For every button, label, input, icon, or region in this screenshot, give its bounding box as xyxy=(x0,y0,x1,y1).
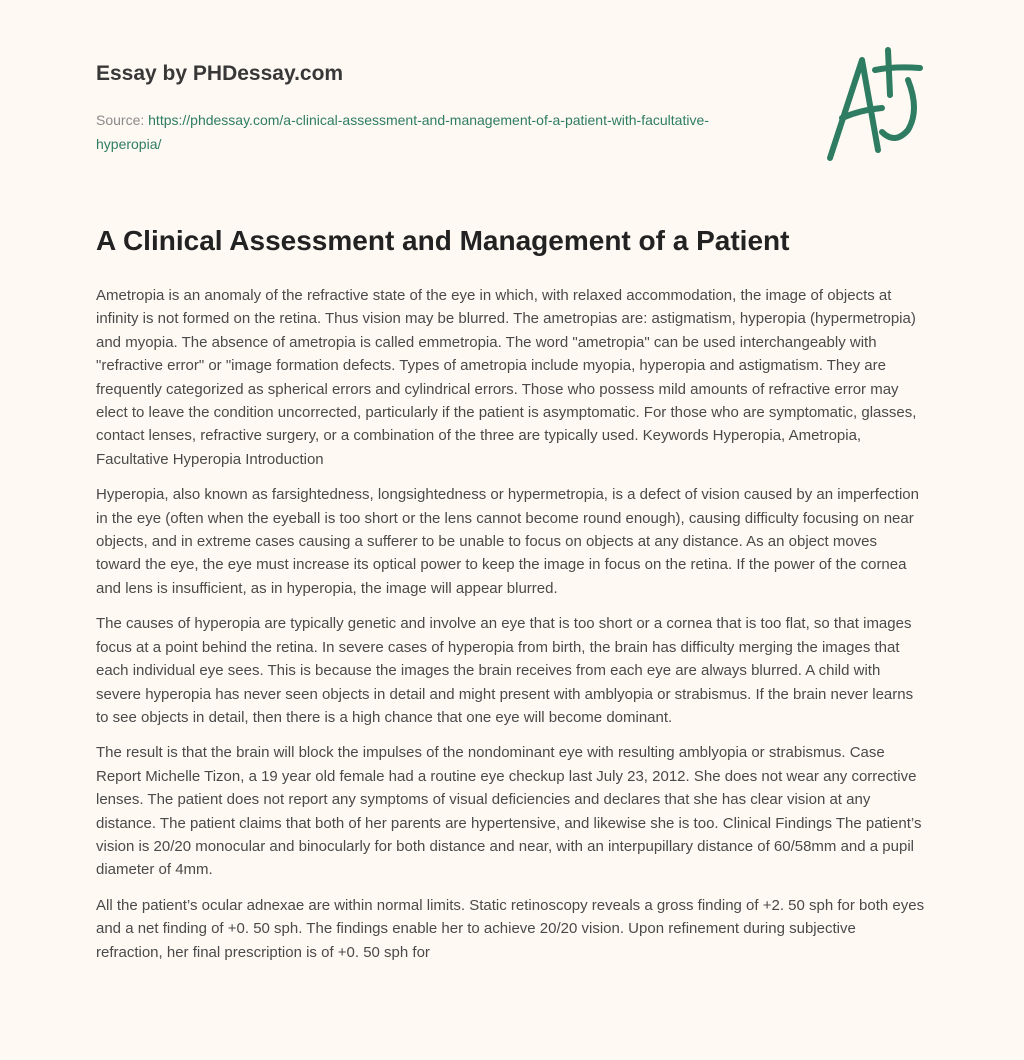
article-title: A Clinical Assessment and Management of a Patient xyxy=(96,225,790,256)
paragraph: The causes of hyperopia are typically genetic and involve an eye that is too short or a cornea that is too flat, so that images focus at a point behind the retina. In severe cases of hyperopia from birth, the brain has difficulty merging the images that each individual eye sees. This is because the images the brain receives from each eye are always blurred. A child with severe hyperopia has never seen objects in detail and might present with amblyopia or strabismus. If the brain never learns to see objects in detail, then there is a high chance that one eye will become dominant. xyxy=(96,615,914,726)
source-line xyxy=(96,108,736,156)
site-brand: Essay by PHDessay.com xyxy=(96,62,344,85)
article-body xyxy=(96,284,926,976)
source-link[interactable]: https://phdessay.com/a-clinical-assessment-and-management-of-a-patient-with-facultative-hyperopia/ xyxy=(96,112,709,152)
paragraph: All the patient’s ocular adnexae are within normal limits. Static retinoscopy reveals a gross finding of +2. 50 sph for both eyes and a net finding of +0. 50 sph. The findings enable her to achieve 20/20 vision. Upon refinement during subjective refraction, her final prescription is of +0. 50 sph for xyxy=(96,896,925,961)
source-label: Source: xyxy=(96,112,145,128)
paragraph: The result is that the brain will block the impulses of the nondominant eye with resulting amblyopia or strabismus. Case Report Michelle Tizon, a 19 year old female had a routine eye checkup last July 23, 2012. She does not wear any corrective lenses. The patient does not report any symptoms of visual deficiencies and declares that she has clear vision at any distance. The patient claims that both of her parents are hypertensive, and likewise she is too. Clinical Findings The patient’s vision is 20/20 monocular and binocularly for both distance and near, with an interpupillary distance of 60/58mm and a pupil diameter of 4mm. xyxy=(96,744,922,879)
page-header xyxy=(96,62,736,156)
paragraph: Ametropia is an anomaly of the refractive state of the eye in which, with relaxed accommodation, the image of objects at infinity is not formed on the retina. Thus vision may be blurred. The ametropias are: astigmatism, hyperopia (hypermetropia) and myopia. The absence of ametropia is called emmetropia. The word "ametropia" can be used interchangeably with "refractive error" or "image formation defects. Types of ametropia include myopia, hyperopia and astigmatism. They are frequently categorized as spherical errors and cylindrical errors. Those who possess mild amounts of refractive error may elect to leave the condition uncorrected, particularly if the patient is asymptomatic. For those who are symptomatic, glasses, contact lenses, refractive surgery, or a combination of the three are typically used. Keywords Hyperopia, Ametropia, Facultative Hyperopia Introduction xyxy=(96,287,917,468)
paragraph: Hyperopia, also known as farsightedness, longsightedness or hypermetropia, is a defect of vision caused by an imperfection in the eye (often when the eyeball is too short or the lens cannot become round enough), causing difficulty focusing on near objects, and in extreme cases causing a sufferer to be unable to focus on objects at any distance. As an object moves toward the eye, the eye must increase its optical power to keep the image in focus on the retina. If the power of the cornea and lens is insufficient, as in hyperopia, the image will appear blurred. xyxy=(96,486,919,597)
a-plus-logo-icon xyxy=(820,40,930,165)
